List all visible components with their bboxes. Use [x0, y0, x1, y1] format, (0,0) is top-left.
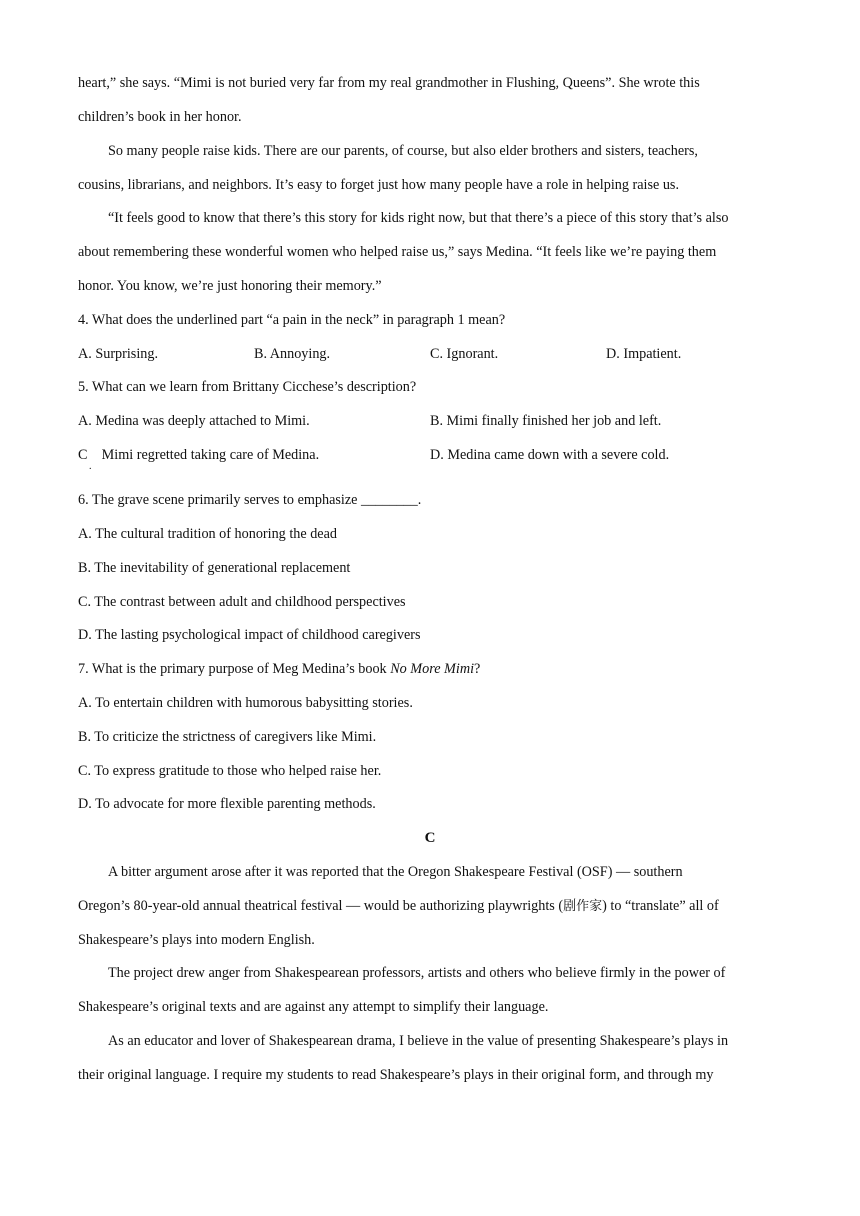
passage-line: cousins, librarians, and neighbors. It’s easy to forget just how many people have a role in helping raise us. [78, 177, 679, 193]
option-c: C. To express gratitude to those who helped raise her. [78, 763, 382, 779]
option-b: B. Annoying. [254, 346, 331, 362]
passage-line: children’s book in her honor. [78, 109, 242, 125]
option-c: C. The contrast between adult and childhood perspectives [78, 594, 406, 610]
option-d: D. To advocate for more flexible parenting methods. [78, 796, 376, 812]
stray-mark: . [89, 461, 92, 472]
option-b: B. The inevitability of generational replacement [78, 560, 351, 576]
passage-line [78, 897, 719, 916]
passage-text: Oregon’s 80-year-old annual theatrical festival — would be authorizing playwrights ( [78, 898, 564, 914]
option-b: B. To criticize the strictness of caregivers like Mimi. [78, 729, 377, 745]
question-7-stem [78, 660, 480, 678]
passage-line: Shakespeare’s plays into modern English. [78, 932, 315, 948]
question-7-stem-text: 7. What is the primary purpose of Meg Medina’s book [78, 661, 391, 677]
option-d: D. Medina came down with a severe cold. [430, 447, 670, 463]
passage-line: Shakespeare’s original texts and are against any attempt to simplify their language. [78, 999, 549, 1015]
option-d: D. The lasting psychological impact of childhood caregivers [78, 627, 421, 643]
chinese-gloss: 剧作家 [563, 899, 603, 914]
book-title: No More Mimi [390, 661, 475, 677]
option-c: C. Ignorant. [430, 346, 499, 362]
question-7-stem-end: ? [474, 661, 481, 677]
passage-line: The project drew anger from Shakespearean professors, artists and others who believe firmly in the power of [108, 965, 726, 981]
passage-line: honor. You know, we’re just honoring their memory.” [78, 278, 382, 294]
passage-line: As an educator and lover of Shakespearean drama, I believe in the value of presenting Shakespeare’s plays in [108, 1033, 729, 1049]
passage-line: about remembering these wonderful women who helped raise us,” says Medina. “It feels like we’re paying them [78, 244, 717, 260]
option-a: A. Medina was deeply attached to Mimi. [78, 413, 310, 429]
option-c: C Mimi regretted taking care of Medina. [78, 447, 320, 463]
question-6-stem: 6. The grave scene primarily serves to emphasize ________. [78, 492, 422, 508]
passage-line: their original language. I require my students to read Shakespeare’s plays in their original form, and through my [78, 1067, 714, 1083]
question-5-options-row1 [0, 412, 860, 430]
passage-line: So many people raise kids. There are our parents, of course, but also elder brothers and sisters, teachers, [108, 143, 698, 159]
option-a: A. The cultural tradition of honoring the dead [78, 526, 337, 542]
passage-text: ) to “translate” all of [602, 898, 719, 914]
passage-line: heart,” she says. “Mimi is not buried very far from my real grandmother in Flushing, Queens”. She wrote this [78, 75, 700, 91]
option-b: B. Mimi finally finished her job and left. [430, 413, 662, 429]
section-heading-c: C [424, 830, 436, 846]
option-a: A. Surprising. [78, 346, 159, 362]
question-5-stem: 5. What can we learn from Brittany Cicchese’s description? [78, 379, 417, 395]
question-4-options [0, 345, 860, 363]
passage-line: A bitter argument arose after it was reported that the Oregon Shakespeare Festival (OSF) — southern [108, 864, 683, 880]
question-4-stem: 4. What does the underlined part “a pain in the neck” in paragraph 1 mean? [78, 312, 506, 328]
option-d: D. Impatient. [606, 346, 682, 362]
passage-line: “It feels good to know that there’s this story for kids right now, but that there’s a piece of this story that’s also [108, 210, 729, 226]
option-a: A. To entertain children with humorous babysitting stories. [78, 695, 413, 711]
question-5-options-row2 [0, 446, 860, 464]
